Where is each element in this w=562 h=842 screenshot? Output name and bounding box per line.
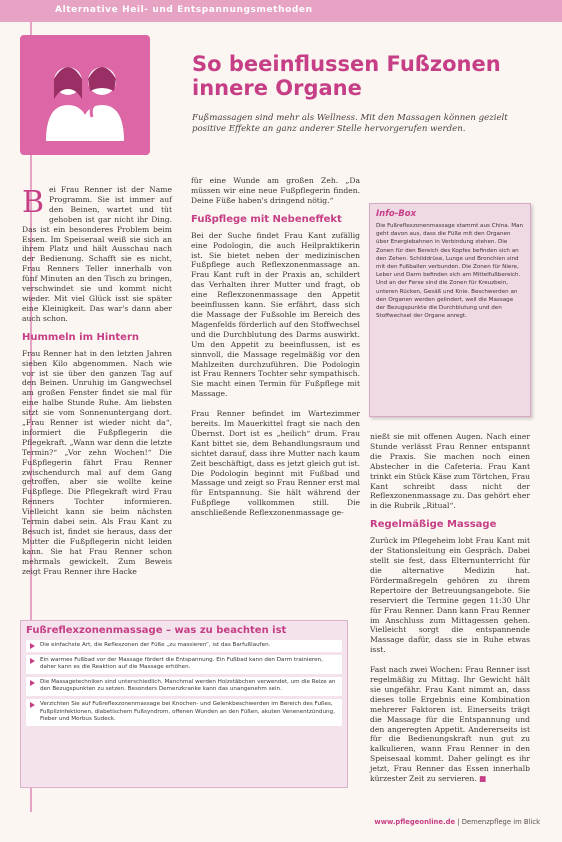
body-paragraph: Zurück im Pflegeheim lobt Frau Kant mit der Stationsleitung ein Gespräch. Dabei stellt sie fest, dass Elternunterricht für die alternative Medizin hat. Fördermaßregeln gehören zu ihrem Repertoire der Betreuungsangebote. Sie reserviert die Termine gegen 11:30 Uhr für Frau Renner. Dann kann Frau Renner im Anschluss zum Mittagessen gehen. Vielleicht sorgt die entspannende Massage dafür, dass sie in Ruhe etwas isst. xyxy=(370,536,530,655)
arrow-right-icon xyxy=(30,702,35,708)
lead-paragraph: Fußmassagen sind mehr als Wellness. Mit den Massagen können gezielt positive Effekte an ganz anderer Stelle hervorgerufen werden. xyxy=(192,113,508,134)
tip-item xyxy=(26,699,342,726)
section-header-bar xyxy=(0,0,562,22)
subheading-hummeln: Hummeln im Hintern xyxy=(22,331,139,343)
tip-text: Die Massagetechniken sind unterschiedlich. Manchmal werden Holzstäbchen verwendet, um die Reize an den Bezugspunkten zu setzen. Besonders Demenzkranke kann das unangenehm sein. xyxy=(40,678,336,693)
body-paragraph: Bei der Suche findet Frau Kant zufällig eine Podologin, die auch Heilpraktikerin ist. Sie bietet neben der medizinischen Fußpflege auch Reflexzonenmassage an. Frau Kant ruft in der Praxis an, schildert das Verhalten ihrer Mutter und fragt, ob eine Reflexzonenmassage den Appetit beeinflussen kann. Sie erfährt, dass sich die Massage der Fußsohle im Bereich des Magenfelds förderlich auf den Stoffwechsel und die Durchblutung des Darms auswirkt. Um den Appetit zu beeinflussen, ist es sinnvoll, die Massage regelmäßig vor den Mahlzeiten durchzuführen. Die Podologin ist Frau Renners Tochter sehr sympathisch. Sie macht einen Termin für Fußpflege mit Massage. xyxy=(191,230,360,399)
section-label: Alternative Heil- und Entspannungsmethoden xyxy=(55,5,313,15)
intro-paragraph: ei Frau Renner ist der Name Programm. Sie ist immer auf den Beinen, wartet und tüt gehoben ist gar nicht ihr Ding. Das ist ein besonderes Problem beim Essen. Im Speiseraal weiß sie sich an ihrem Platz und hält Ausschau nach der Bedienung. Schafft sie es nicht, Frau Renners Teller innerhalb von fünf Minuten an den Tisch zu bringen, verschwindet sie und kommt nicht wieder. Mit viel Glück isst sie später eine Kleinigkeit. Das war's dann aber auch schon. xyxy=(22,185,172,323)
tips-box-title: Fußreflexzonenmassage – was zu beachten ist xyxy=(26,625,287,636)
arrow-right-icon xyxy=(30,658,35,664)
body-paragraph: Frau Renner hat in den letzten Jahren sieben Kilo abgenommen. Nach wie vor ist sie über den ganzen Tag auf den Beinen. Unruhig im Gangwechsel am großen Fenster findet sie mal für eine halbe Stunde Ruhe. Am liebsten sitzt sie vom Sonnenuntergang dort. „Frau Renner ist wieder nicht da“, informiert die Fußpflegerin die Pflegekraft. „Wann war denn die letzte Termin?“ „Vor zehn Wochen!“ Die Fußpflegerin fährt Frau Renner zwischendurch mal auf dem Gang getroffen, aber sie wollte keine Fußpflege. Die Pflegekraft wird Frau Renners Tochter informieren. Vielleicht kann sie beim nächsten Termin dabei sein. Als Frau Kant zu Besuch ist, findet sie heraus, dass der Mutter die Fußpflegerin nicht leiden kann. Sie hat Frau Renner schon mehrmals gewickelt. Zum Beweis zeigt Frau Renner ihre Hacke xyxy=(22,348,172,576)
body-paragraph: für eine Wunde am großen Zeh. „Da müssen wir eine neue Fußpflegerin finden. Deine Füße haben's dringend nötig.“ xyxy=(191,176,360,205)
article-column-3 xyxy=(370,432,530,784)
subheading-regelmaessig: Regelmäßige Massage xyxy=(370,519,497,531)
page-footer xyxy=(374,818,540,826)
page-title: So beeinflussen Fußzonen innere Organe xyxy=(192,52,501,100)
footer-url[interactable]: www.pflegeonline.de xyxy=(374,818,456,826)
subheading-fusspflege: Fußpflege mit Nebeneffekt xyxy=(191,213,342,225)
info-box-text: Die Fußreflexzonenmassage stammt aus China. Man geht davon aus, dass die Füße mit den Organen über Energiebahnen in Verbindung stehen. Die Zonen für den Bereich des Kopfes befinden sich an den Zehen. Schilddrüse, Lunge und Bronchien sind mit den Fußballen verbunden. Die Zonen für Niere, Leber und Darm befinden sich am Mittelfußbereich. Und an der Ferse sind die Zonen für Kreuzbein, unteren Rücken, Gesäß und Knie. Beschwerden an den Organen werden gelindert, weil die Massage der Bezugspunkte die Durchblutung und den Stoffwechsel der Organe anregt. xyxy=(376,223,524,320)
arrow-right-icon xyxy=(30,643,35,649)
end-mark: ■ xyxy=(479,774,487,784)
article-column-2 xyxy=(191,176,360,518)
article-column-1 xyxy=(22,185,172,577)
body-paragraph: Frau Renner befindet im Wartezimmer bereits. Im Mauerkittel fragt sie nach den Übernst. Dort ist es „heilich“ drum. Frau Kant bittet sie, dem Behandlungsraum und sichtet darauf, dass ihre Mutter nach kaum Zeit beschäftigt, dass es jetzt gleich gut ist. Die Podologin beginnt mit Fußbad und Massage und zeigt so Frau Renner erst mal für Entspannung. Sie hält während der Fußpflege vollkommen still. Die anschließende Reflexzonenmassage ge- xyxy=(191,409,360,518)
tip-item xyxy=(26,655,342,674)
body-paragraph xyxy=(370,665,530,784)
tip-item xyxy=(26,640,342,652)
tips-box xyxy=(20,620,348,788)
info-box-title: Info-Box xyxy=(376,209,417,219)
tip-text: Ein warmes Fußbad vor der Massage fördert die Entspannung. Ein Fußbad kann den Darm trainieren, daher kann es die Reaktion auf die Massage erhöhen. xyxy=(40,656,323,671)
info-box xyxy=(369,203,531,417)
body-paragraph: nießt sie mit offenen Augen. Nach einer Stunde verlässt Frau Renner entspannt die Praxis. Sie machen noch einen Abstecher in die Cafeteria. Frau Kant trinkt ein Stück Käse zum Törtchen, Frau Kant schreibt dass nicht der Reflexzonenmassage zu. Das gehört eher in die Rubrik „Ritual“. xyxy=(370,432,530,511)
footer-text: | Demenzpflege im Blick xyxy=(455,818,540,826)
two-people-icon xyxy=(20,35,150,155)
tip-text: Die einfachste Art, die Reflexzonen der Füße „zu massieren“, ist das Barfußlaufen. xyxy=(40,642,271,648)
arrow-right-icon xyxy=(30,680,35,686)
tip-item xyxy=(26,677,342,696)
drop-cap: B xyxy=(22,185,45,220)
tip-text: Verzichten Sie auf Fußreflexzonenmassage bei Knochen- und Gelenkbeschwerden im Bereich des Fußes, Fußpilzinfektionen, diabetischem Fußsyndrom, offenen Wunden an den Füßen, akuten Venenentzündung, Fieber und Morbus Sudeck. xyxy=(40,700,335,723)
body-text: Fast nach zwei Wochen: Frau Renner isst regelmäßig zu Mittag. Ihr Gewicht hält sie ungefähr. Frau Kant nimmt an, dass dieses tolle Ergebnis eine Kombination mehrerer Faktoren ist. Einerseits trägt die Massage für die Entspannung und den angeregten Appetit. Andererseits ist für die Bedienungskraft nun gut zu kalkulieren, wann Frau Renner in den Speisesaal kommt. Daher gelingt es ihr jetzt, Frau Renner das Essen innerhalb kürzester Zeit zu servieren. xyxy=(370,665,530,784)
